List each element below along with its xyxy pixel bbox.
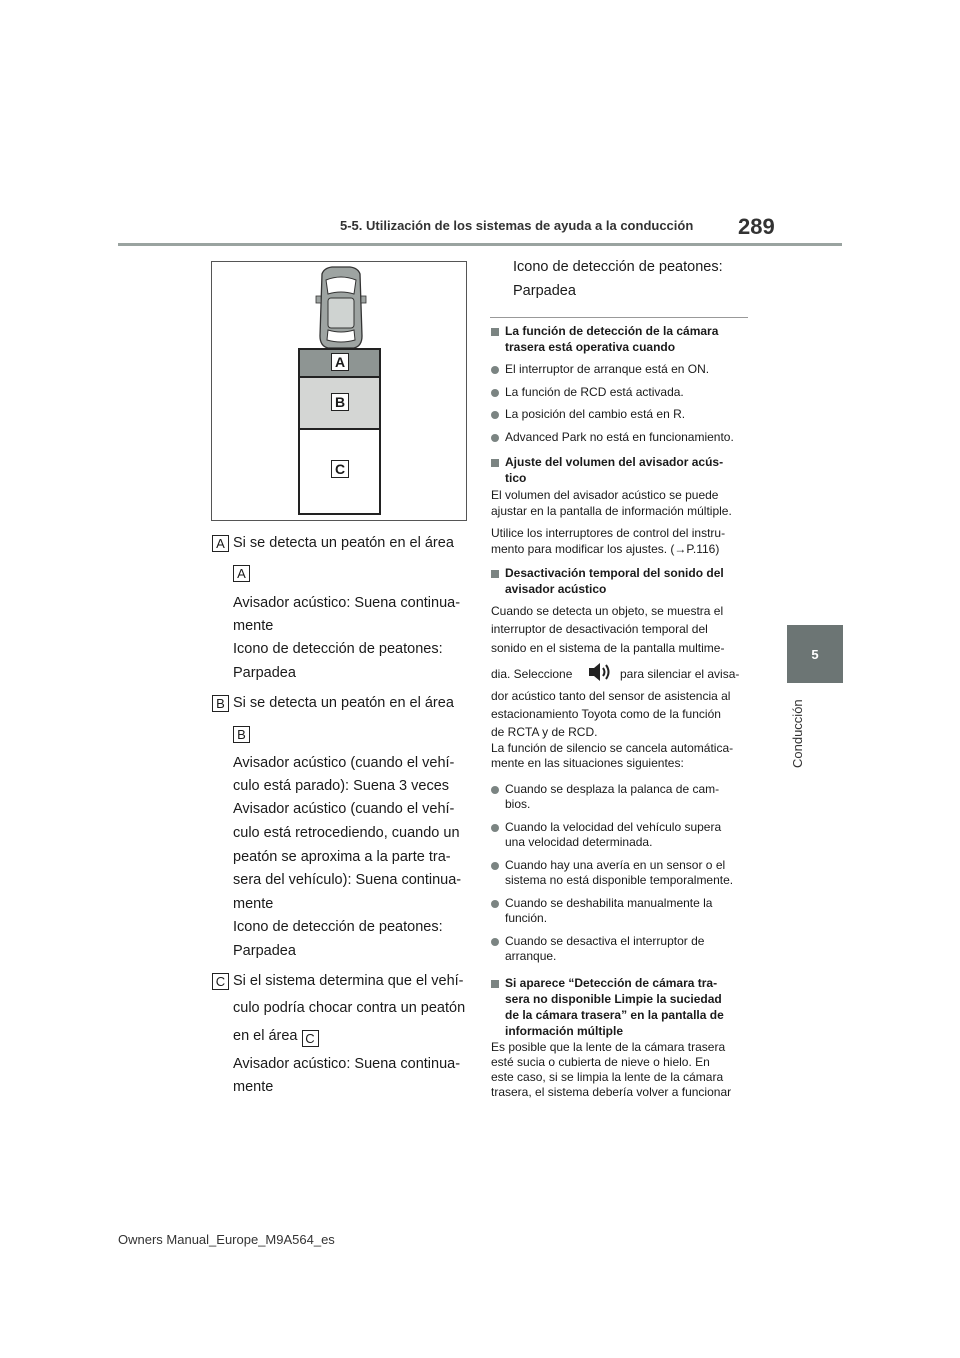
badge-b: B [212,695,229,712]
badge-b-area: B [233,726,250,743]
section-marker [491,328,499,336]
bullet-dot [491,938,499,946]
zone-c [298,428,381,515]
bullet-dot [491,900,499,908]
body-text: dia. Seleccione [491,667,573,681]
zone-a-label: A [331,353,349,371]
page-number: 289 [738,214,775,239]
item-b-line: culo está parado): Suena 3 veces [233,778,450,794]
continuation-line: Parpadea [513,283,576,299]
bullet-dot [491,434,499,442]
chapter-tab[interactable]: 5 [787,625,843,683]
badge-a-area: A [233,565,250,582]
item-b-line: Icono de detección de peatones: [233,919,443,935]
section-heading: Ajuste del volumen del avisador acús- [505,455,724,469]
body-text: Es posible que la lente de la cámara trasera [491,1040,726,1054]
item-b-line: peatón se aproxima a la parte tra- [233,849,451,865]
body-text: estacionamiento Toyota como de la función [491,707,721,721]
section-heading: información múltiple [505,1024,624,1038]
continuation-line: Icono de detección de peatones: [513,259,723,275]
item-a-line: Avisador acústico: Suena continua- [233,595,461,611]
bullet-text: sistema no está disponible temporalmente. [505,873,734,887]
body-text: esté sucia o cubierta de nieve o hielo. En [491,1055,710,1069]
bullet-text: función. [505,911,548,925]
bullet-text: una velocidad determinada. [505,835,653,849]
bullet-text: La función de RCD está activada. [505,385,684,399]
bullet-dot [491,366,499,374]
item-c-line [233,1028,319,1047]
body-text: para silenciar el avisa- [620,667,740,681]
section-heading: La función de detección de la cámara [505,324,719,338]
header-rule [118,243,842,246]
body-text[interactable]: mento para modificar los ajustes. (→P.116) [491,542,720,556]
section-marker [491,459,499,467]
section-marker [491,980,499,988]
bullet-text: La posición del cambio está en R. [505,407,686,421]
body-text: interruptor de desactivación temporal del [491,622,708,636]
bullet-text: Cuando hay una avería en un sensor o el [505,858,726,872]
section-heading: sera no disponible Limpie la suciedad [505,992,722,1006]
badge-c-area: C [302,1030,319,1047]
badge-a: A [212,535,229,552]
vehicle-icon [312,266,370,350]
column-divider [490,317,748,318]
item-c-area-text: en el área [233,1028,298,1044]
item-a-line: Icono de detección de peatones: [233,641,443,657]
zone-a [298,348,381,378]
body-text: Cuando se detecta un objeto, se muestra el [491,604,724,618]
section-heading: tico [505,471,527,485]
chapter-label-text: Conducción [790,699,805,768]
bullet-dot [491,411,499,419]
bullet-dot [491,786,499,794]
bullet-text: Advanced Park no está en funcionamiento. [505,430,734,444]
body-text: El volumen del avisador acústico se puede [491,488,719,502]
body-text: sonido en el sistema de la pantalla multime- [491,641,725,655]
body-text: ajustar en la pantalla de información múltiple. [491,504,732,518]
parking-zones-illustration [211,261,467,521]
item-c-line: Si el sistema determina que el vehí- [233,973,464,989]
footer-doc-id: Owners Manual_Europe_M9A564_es [118,1232,335,1247]
speaker-mute-icon [586,660,614,684]
bullet-text: El interruptor de arranque está en ON. [505,362,710,376]
item-a-line: Si se detecta un peatón en el área [233,535,454,551]
body-text: dor acústico tanto del sensor de asistencia al [491,689,731,703]
bullet-text: bios. [505,797,531,811]
section-heading: avisador acústico [505,582,607,596]
body-text: mente en las situaciones siguientes: [491,756,684,770]
section-heading: de la cámara trasera” en la pantalla de [505,1008,724,1022]
bullet-dot [491,389,499,397]
bullet-text: Cuando se desactiva el interruptor de [505,934,705,948]
item-b-line: culo está retrocediendo, cuando un [233,825,460,841]
item-c-line: culo podría chocar contra un peatón [233,1000,466,1016]
bullet-text: Cuando la velocidad del vehículo supera [505,820,722,834]
zone-b-label: B [331,393,349,411]
section-marker [491,570,499,578]
section-heading: trasera está operativa cuando [505,340,676,354]
body-text: La función de silencio se cancela automática- [491,741,734,755]
bullet-dot [491,862,499,870]
item-b-line: Avisador acústico (cuando el vehí- [233,755,455,771]
bullet-dot [491,824,499,832]
section-heading: Desactivación temporal del sonido del [505,566,724,580]
body-text: de RCTA y de RCD. [491,725,598,739]
bullet-text: Cuando se deshabilita manualmente la [505,896,713,910]
section-heading: Si aparece “Detección de cámara tra- [505,976,718,990]
item-b-line: Si se detecta un peatón en el área [233,695,454,711]
item-b-line: sera del vehículo): Suena continua- [233,872,462,888]
zone-c-label: C [331,460,349,478]
item-c-line: mente [233,1079,274,1095]
badge-c: C [212,973,229,990]
item-b-line: Parpadea [233,943,296,959]
bullet-text: arranque. [505,949,557,963]
item-c-line: Avisador acústico: Suena continua- [233,1056,461,1072]
item-a-line: mente [233,618,274,634]
zone-b [298,376,381,430]
body-text: Utilice los interruptores de control del instru- [491,526,726,540]
chapter-label [788,688,808,770]
body-text: trasera, el sistema debería volver a funcionar [491,1085,732,1099]
section-title: 5-5. Utilización de los sistemas de ayuda a la conducción [340,218,694,233]
body-text: este caso, si se limpia la lente de la cámara [491,1070,724,1084]
bullet-text: Cuando se desplaza la palanca de cam- [505,782,720,796]
item-a-line: Parpadea [233,665,296,681]
item-b-line: mente [233,896,274,912]
item-b-line: Avisador acústico (cuando el vehí- [233,801,455,817]
